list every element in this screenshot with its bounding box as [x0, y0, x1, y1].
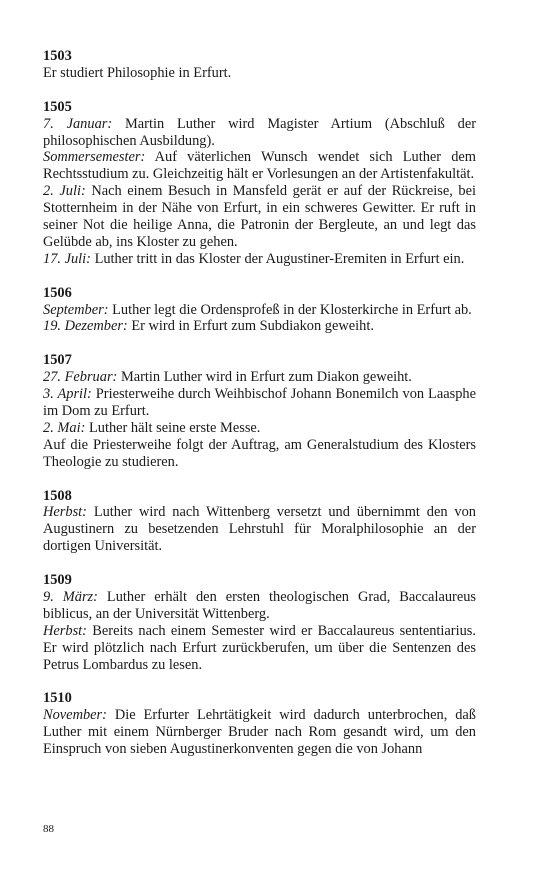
entry-text: Martin Luther wird in Erfurt zum Diakon geweiht. — [117, 369, 412, 386]
entry-text: Luther legt die Ordensprofeß in der Klosterkirche in Erfurt ab. — [108, 301, 472, 318]
entry-text: Er studiert Philosophie in Erfurt. — [43, 64, 232, 81]
entry-text: Luther erhält den ersten theologischen Grad, Baccalaureus biblicus, an der Universität Wittenberg. — [43, 588, 476, 622]
year-heading: 1510 — [43, 690, 72, 707]
entry-date: 9. März: — [43, 588, 98, 605]
entry-date: 2. Juli: — [43, 183, 86, 200]
chronology-entry — [43, 302, 476, 319]
chronology-entry — [43, 369, 476, 386]
year-heading: 1509 — [43, 572, 72, 589]
chronology-section-1509 — [43, 572, 476, 673]
year-heading: 1506 — [43, 284, 72, 301]
chronology-entry — [43, 707, 476, 758]
chronology-entry — [43, 183, 476, 251]
entry-text: Luther tritt in das Kloster der Augustiner-Eremiten in Erfurt ein. — [90, 250, 465, 267]
entry-text: Bereits nach einem Semester wird er Baccalaureus sententiarius. Er wird plötzlich nach Erfurt zurückberufen, um über die Sentenzen des Petrus Lombardus zu lesen. — [43, 622, 476, 673]
entry-date: 2. Mai: — [43, 419, 86, 436]
chronology-entry — [43, 589, 476, 623]
chronology-entry — [43, 504, 476, 555]
chronology-entry — [43, 251, 476, 268]
chronology-entry — [43, 318, 476, 335]
entry-text: Auf die Priesterweihe folgt der Auftrag, am Generalstudium des Klosters Theologie zu studieren. — [43, 436, 476, 470]
chronology-entry — [43, 116, 476, 150]
chronology-section-1507 — [43, 352, 476, 470]
entry-text: Nach einem Besuch in Mansfeld gerät er auf der Rückreise, bei Stotternheim in der Nähe von Erfurt, in ein schweres Gewitter. Er ruft in seiner Not die heilige Anna, die Patronin der Bergleute, an und legt das Gelübde ab, ins Kloster zu gehen. — [43, 183, 476, 250]
chronology-entry — [43, 65, 476, 82]
entry-date: November: — [43, 707, 107, 724]
entry-date: 7. Januar: — [43, 115, 113, 132]
entry-date: 3. April: — [43, 386, 92, 403]
chronology-entry — [43, 149, 476, 183]
chronology-entry — [43, 437, 476, 471]
chronology-text — [43, 48, 476, 775]
page-number: 88 — [43, 823, 54, 835]
entry-date: Sommersemester: — [43, 149, 146, 166]
entry-date: 27. Februar: — [43, 369, 118, 386]
chronology-entry — [43, 420, 476, 437]
chronology-entry — [43, 386, 476, 420]
entry-text: Luther hält seine erste Messe. — [85, 419, 261, 436]
chronology-section-1503 — [43, 48, 476, 82]
chronology-section-1508 — [43, 488, 476, 556]
entry-text: Er wird in Erfurt zum Subdiakon geweiht. — [127, 318, 374, 335]
year-heading: 1507 — [43, 352, 72, 369]
entry-date: 17. Juli: — [43, 250, 91, 267]
chronology-section-1510 — [43, 690, 476, 758]
chronology-section-1505 — [43, 99, 476, 268]
entry-text: Auf väterlichen Wunsch wendet sich Luther dem Rechtsstudium zu. Gleichzeitig hält er Vorlesungen an der Artistenfakultät. — [43, 149, 476, 183]
entry-date: September: — [43, 301, 109, 318]
entry-text: Die Erfurter Lehrtätigkeit wird dadurch unterbrochen, daß Luther mit einem Nürnberger Bruder nach Rom gesandt wird, um den Einspruch von sieben Augustinerkonventen gegen die von Johann — [43, 707, 476, 758]
entry-date: 19. Dezember: — [43, 318, 128, 335]
entry-date: Herbst: — [43, 504, 87, 521]
entry-text: Priesterweihe durch Weihbischof Johann Bonemilch von Laasphe im Dom zu Erfurt. — [43, 386, 476, 419]
entry-date: Herbst: — [43, 622, 87, 639]
entry-text: Luther wird nach Wittenberg versetzt und übernimmt den von Augustinern zu besetzenden Lehrstuhl für Moralphilosophie an der dortigen Universität. — [43, 504, 476, 555]
chronology-entry — [43, 623, 476, 674]
year-heading: 1505 — [43, 98, 72, 115]
year-heading: 1503 — [43, 48, 72, 64]
year-heading: 1508 — [43, 487, 72, 504]
entry-text: Martin Luther wird Magister Artium (Abschluß der philosophischen Ausbildung). — [43, 115, 477, 149]
chronology-section-1506 — [43, 285, 476, 336]
